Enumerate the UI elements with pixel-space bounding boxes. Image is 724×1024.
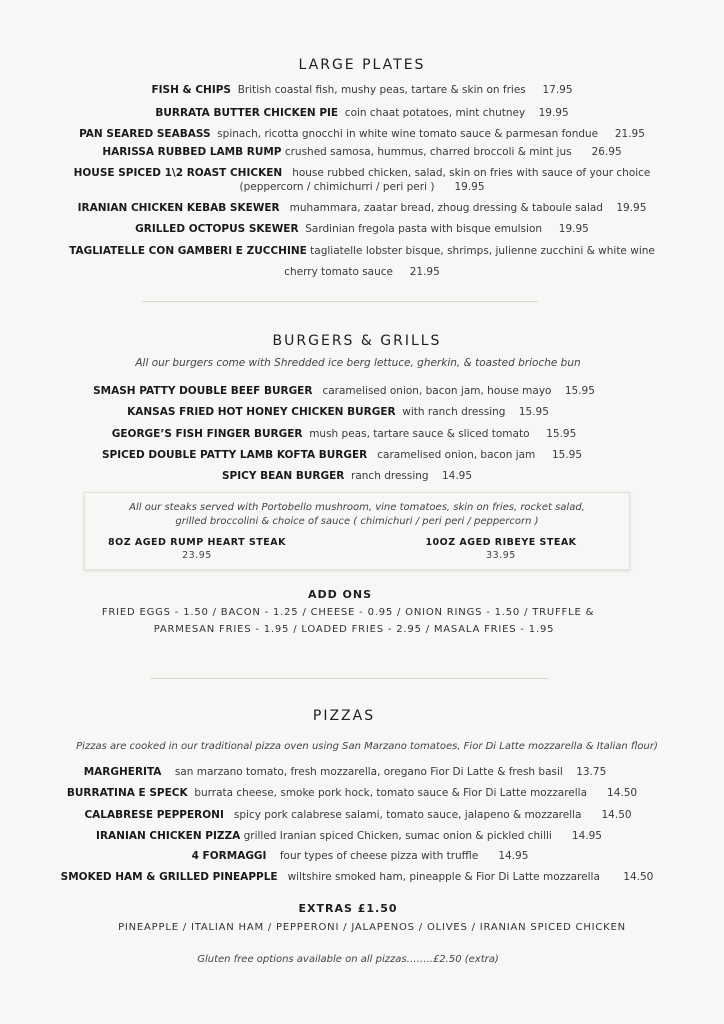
- menu-item: [0, 222, 724, 236]
- item-price: 14.95: [441, 470, 473, 482]
- burgers-heading: BURGERS & GRILLS: [272, 333, 442, 349]
- item-name: HOUSE SPICED 1\2 ROAST CHICKEN: [73, 167, 283, 179]
- menu-item: [0, 765, 707, 779]
- item-price: 26.95: [591, 146, 622, 158]
- item-desc: cherry tomato sauce: [284, 266, 393, 278]
- menu-item: [0, 849, 722, 863]
- item-name: SPICY BEAN BURGER: [221, 470, 345, 482]
- addons-line: FRIED EGGS - 1.50 / BACON - 1.25 / CHEESE - 0.95 / ONION RINGS - 1.50 / TRUFFLE &: [101, 607, 595, 618]
- item-name: BURRATINA E SPECK: [66, 787, 188, 799]
- menu-item-continued: [0, 265, 724, 279]
- item-price: 19.95: [454, 181, 485, 193]
- section-divider: [142, 301, 538, 302]
- menu-item: [0, 83, 724, 97]
- item-desc: coin chaat potatoes, mint chutney: [344, 107, 526, 119]
- menu-item: [0, 201, 724, 215]
- item-price: 15.95: [564, 385, 595, 397]
- item-price: 15.95: [518, 406, 549, 418]
- menu-item: [0, 829, 711, 843]
- item-name: SMOKED HAM & GRILLED PINEAPPLE: [60, 871, 278, 883]
- pizzas-heading: PIZZAS: [312, 708, 376, 724]
- item-name: GEORGE’S FISH FINGER BURGER: [111, 428, 303, 440]
- menu-item: [0, 448, 704, 462]
- steaks-note: All our steaks served with Portobello mushroom, vine tomatoes, skin on fries, rocket salad,: [129, 502, 585, 513]
- item-name: PAN SEARED SEABASS: [79, 128, 211, 140]
- menu-item: [0, 166, 724, 180]
- item-name: SMASH PATTY DOUBLE BEEF BURGER: [93, 385, 313, 397]
- gluten-free-note: Gluten free options available on all pizzas……..£2.50 (extra): [197, 954, 499, 965]
- menu-item: [0, 870, 719, 884]
- steaks-box: [84, 492, 630, 570]
- item-desc: ranch dressing: [351, 470, 429, 482]
- steak-price: 33.95: [486, 550, 516, 561]
- item-price: 13.75: [576, 766, 607, 778]
- large-plates-heading: LARGE PLATES: [298, 57, 426, 73]
- item-desc: spicy pork calabrese salami, tomato sauce, jalapeno & mozzarella: [233, 809, 582, 821]
- item-price: 19.95: [558, 223, 589, 235]
- item-desc: spinach, ricotta gnocchi in white wine tomato sauce & parmesan fondue: [217, 128, 599, 140]
- menu-item: [0, 786, 714, 800]
- item-price: 19.95: [616, 202, 647, 214]
- item-desc: house rubbed chicken, salad, skin on fries with sauce of your choice: [292, 167, 651, 179]
- steak-item: [97, 537, 297, 561]
- item-name: CALABRESE PEPPERONI: [84, 809, 224, 821]
- item-desc: muhammara, zaatar bread, zhoug dressing & taboule salad: [289, 202, 603, 214]
- menu-item: [0, 405, 700, 419]
- item-desc: British coastal fish, mushy peas, tartare & skin on fries: [237, 84, 526, 96]
- section-divider: [150, 678, 548, 679]
- item-price: 15.95: [546, 428, 577, 440]
- item-price: 14.95: [571, 830, 602, 842]
- item-desc: wiltshire smoked ham, pineapple & Fior Di Latte mozzarella: [287, 871, 600, 883]
- item-name: IRANIAN CHICKEN KEBAB SKEWER: [77, 202, 280, 214]
- extras-heading: EXTRAS £1.50: [298, 902, 398, 915]
- item-desc: san marzano tomato, fresh mozzarella, oregano Fior Di Latte & fresh basil: [174, 766, 563, 778]
- item-name: FISH & CHIPS: [151, 84, 231, 96]
- menu-item: [0, 384, 706, 398]
- menu-item: [0, 127, 724, 141]
- addons-line: PARMESAN FRIES - 1.95 / LOADED FRIES - 2.95 / MASALA FRIES - 1.95: [153, 624, 555, 635]
- item-price: 14.50: [607, 787, 638, 799]
- item-desc: grilled Iranian spiced Chicken, sumac onion & pickled chilli: [243, 830, 552, 842]
- item-price: 14.95: [498, 850, 529, 862]
- extras-line: PINEAPPLE / ITALIAN HAM / PEPPERONI / JALAPENOS / OLIVES / IRANIAN SPICED CHICKEN: [118, 922, 626, 933]
- item-desc: burrata cheese, smoke pork hock, tomato sauce & Fior Di Latte mozzarella: [194, 787, 588, 799]
- steak-item: [401, 537, 601, 561]
- item-name: MARGHERITA: [83, 766, 162, 778]
- steak-price: 23.95: [182, 550, 212, 561]
- menu-item: [0, 145, 724, 159]
- menu-item: [0, 244, 724, 258]
- item-desc: caramelised onion, bacon jam, house mayo: [322, 385, 552, 397]
- item-name: BURRATA BUTTER CHICKEN PIE: [155, 107, 339, 119]
- item-desc: mush peas, tartare sauce & sliced tomato: [309, 428, 530, 440]
- item-desc: tagliatelle lobster bisque, shrimps, julienne zucchini & white wine: [310, 245, 655, 257]
- menu-item: [0, 808, 720, 822]
- item-name: TAGLIATELLE CON GAMBERI E ZUCCHINE: [69, 245, 307, 257]
- item-name: HARISSA RUBBED LAMB RUMP: [102, 146, 282, 158]
- item-name: KANSAS FRIED HOT HONEY CHICKEN BURGER: [127, 406, 396, 418]
- item-price: 14.50: [623, 871, 654, 883]
- menu-item-continued: [0, 180, 724, 194]
- addons-heading: ADD ONS: [307, 588, 373, 601]
- item-price: 14.50: [601, 809, 632, 821]
- steaks-note: grilled broccolini & choice of sauce ( chimichuri / peri peri / peppercorn ): [175, 516, 539, 527]
- item-desc: caramelised onion, bacon jam: [377, 449, 536, 461]
- item-price: 21.95: [614, 128, 645, 140]
- item-desc: Sardinian fregola pasta with bisque emulsion: [305, 223, 543, 235]
- item-desc: four types of cheese pizza with truffle: [279, 850, 479, 862]
- steak-name: 8OZ AGED RUMP HEART STEAK: [108, 537, 286, 548]
- item-price: 17.95: [542, 84, 573, 96]
- item-name: 4 FORMAGGI: [191, 850, 267, 862]
- item-name: SPICED DOUBLE PATTY LAMB KOFTA BURGER: [101, 449, 368, 461]
- item-name: GRILLED OCTOPUS SKEWER: [135, 223, 299, 235]
- item-desc: with ranch dressing: [402, 406, 506, 418]
- item-desc: crushed samosa, hummus, charred broccoli & mint jus: [284, 146, 572, 158]
- item-desc: (peppercorn / chimichurri / peri peri ): [239, 181, 435, 193]
- item-price: 19.95: [538, 107, 569, 119]
- menu-item: [0, 469, 709, 483]
- item-price: 21.95: [409, 266, 440, 278]
- pizzas-subtitle: Pizzas are cooked in our traditional pizza oven using San Marzano tomatoes, Fior Di Latte mozzarella & Italian flour): [76, 741, 658, 752]
- steak-name: 10OZ AGED RIBEYE STEAK: [425, 537, 577, 548]
- menu-item: [0, 106, 724, 120]
- item-price: 15.95: [551, 449, 583, 461]
- item-name: IRANIAN CHICKEN PIZZA: [96, 830, 241, 842]
- burgers-subtitle: All our burgers come with Shredded ice berg lettuce, gherkin, & toasted brioche bun: [135, 357, 581, 369]
- menu-item: [0, 427, 706, 441]
